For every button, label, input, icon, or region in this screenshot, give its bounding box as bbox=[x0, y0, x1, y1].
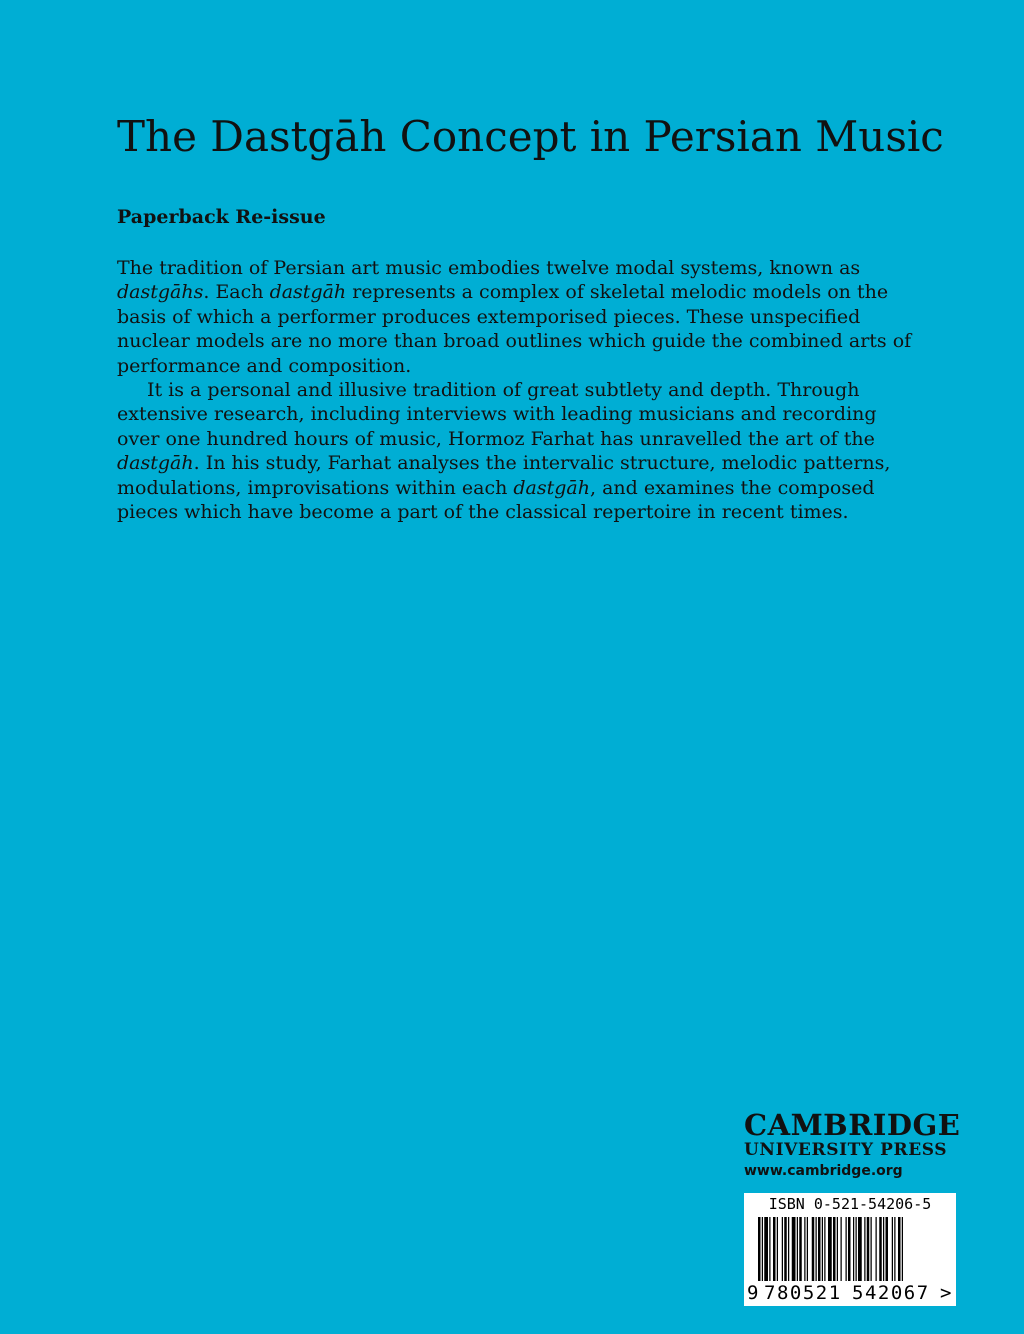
barcode-bar bbox=[828, 1217, 832, 1281]
book-description bbox=[117, 256, 917, 524]
barcode-bar bbox=[876, 1217, 877, 1281]
barcode-bar bbox=[871, 1217, 872, 1281]
text-run: It is a personal and illusive tradition of great subtlety and depth. Through extensive research, including interviews with leading musicians and recording over one hundred hours of music, Hormoz Farhat has unravelled the art of the bbox=[117, 379, 877, 450]
italic-term: dastgāhs bbox=[117, 281, 204, 304]
barcode-bar bbox=[879, 1217, 882, 1281]
barcode-bar bbox=[824, 1217, 825, 1281]
barcode-bar bbox=[773, 1217, 776, 1281]
edition-label: Paperback Re-issue bbox=[117, 206, 326, 228]
italic-term: dastgāh bbox=[513, 476, 590, 499]
publisher-name: CAMBRIDGE bbox=[744, 1108, 961, 1142]
barcode-bar bbox=[864, 1217, 865, 1281]
description-paragraph-1 bbox=[117, 256, 917, 378]
barcode-bar bbox=[769, 1217, 770, 1281]
barcode-bar bbox=[846, 1217, 847, 1281]
barcode-bar bbox=[788, 1217, 789, 1281]
barcode-bar bbox=[799, 1217, 802, 1281]
publisher-logo bbox=[744, 1108, 961, 1182]
barcode-bar bbox=[867, 1217, 870, 1281]
isbn-text: ISBN 0-521-54206-5 bbox=[768, 1195, 932, 1213]
ean-first-digit: 9 bbox=[747, 1282, 759, 1304]
italic-term: dastgāh bbox=[117, 452, 194, 475]
publisher-url: www.cambridge.org bbox=[744, 1163, 903, 1179]
text-run: The tradition of Persian art music embodies twelve modal systems, known as bbox=[117, 257, 861, 279]
barcode-bar bbox=[886, 1217, 889, 1281]
barcode-bar bbox=[902, 1217, 903, 1281]
barcode-bar bbox=[894, 1217, 895, 1281]
barcode-bar bbox=[822, 1217, 823, 1281]
italic-term: dastgāh bbox=[269, 281, 347, 304]
barcode-bar bbox=[777, 1217, 778, 1281]
barcode-bar bbox=[883, 1217, 884, 1281]
text-run: represents a complex of skeletal melodic models on the basis of which a performer produces extemporised pieces. These unspecified nuclear models are no more than broad outlines which guide the combined arts of performance and composition. bbox=[117, 281, 912, 377]
barcode-bar bbox=[782, 1217, 783, 1281]
barcode-bar bbox=[812, 1217, 815, 1281]
barcode-bar bbox=[762, 1217, 763, 1281]
barcode-panel bbox=[744, 1193, 956, 1306]
barcode-bar bbox=[764, 1217, 768, 1281]
publisher-subname: UNIVERSITY PRESS bbox=[744, 1140, 948, 1160]
barcode-bar bbox=[797, 1217, 798, 1281]
ean-left-digits: 780521 bbox=[764, 1282, 842, 1304]
barcode-bar bbox=[853, 1217, 854, 1281]
book-title: The Dastgāh Concept in Persian Music bbox=[117, 112, 944, 161]
text-run: , and examines the composed pieces which have become a part of the classical repertoire in recent times. bbox=[117, 476, 875, 524]
barcode-bar bbox=[818, 1217, 821, 1281]
barcode-bar bbox=[837, 1217, 838, 1281]
barcode-bar bbox=[804, 1217, 805, 1281]
barcode-bar bbox=[807, 1217, 808, 1281]
barcode-bar bbox=[858, 1217, 862, 1281]
barcode-bar bbox=[792, 1217, 796, 1281]
text-run: . In his study, Farhat analyses the intervalic structure, melodic patterns, modulations, improvisations within each bbox=[117, 452, 891, 499]
ean-marker: > bbox=[940, 1282, 952, 1304]
barcode-bar bbox=[856, 1217, 857, 1281]
description-paragraph-2 bbox=[117, 378, 917, 524]
barcode-bar bbox=[892, 1217, 893, 1281]
barcode-bar bbox=[758, 1217, 761, 1281]
barcode-bar bbox=[784, 1217, 787, 1281]
ean-right-digits: 542067 bbox=[852, 1282, 930, 1304]
barcode-bar bbox=[816, 1217, 817, 1281]
text-run: . Each bbox=[203, 281, 270, 304]
barcode-bar bbox=[841, 1217, 842, 1281]
barcode-bar bbox=[833, 1217, 836, 1281]
barcode-bar bbox=[898, 1217, 901, 1281]
barcode-bar bbox=[848, 1217, 851, 1281]
